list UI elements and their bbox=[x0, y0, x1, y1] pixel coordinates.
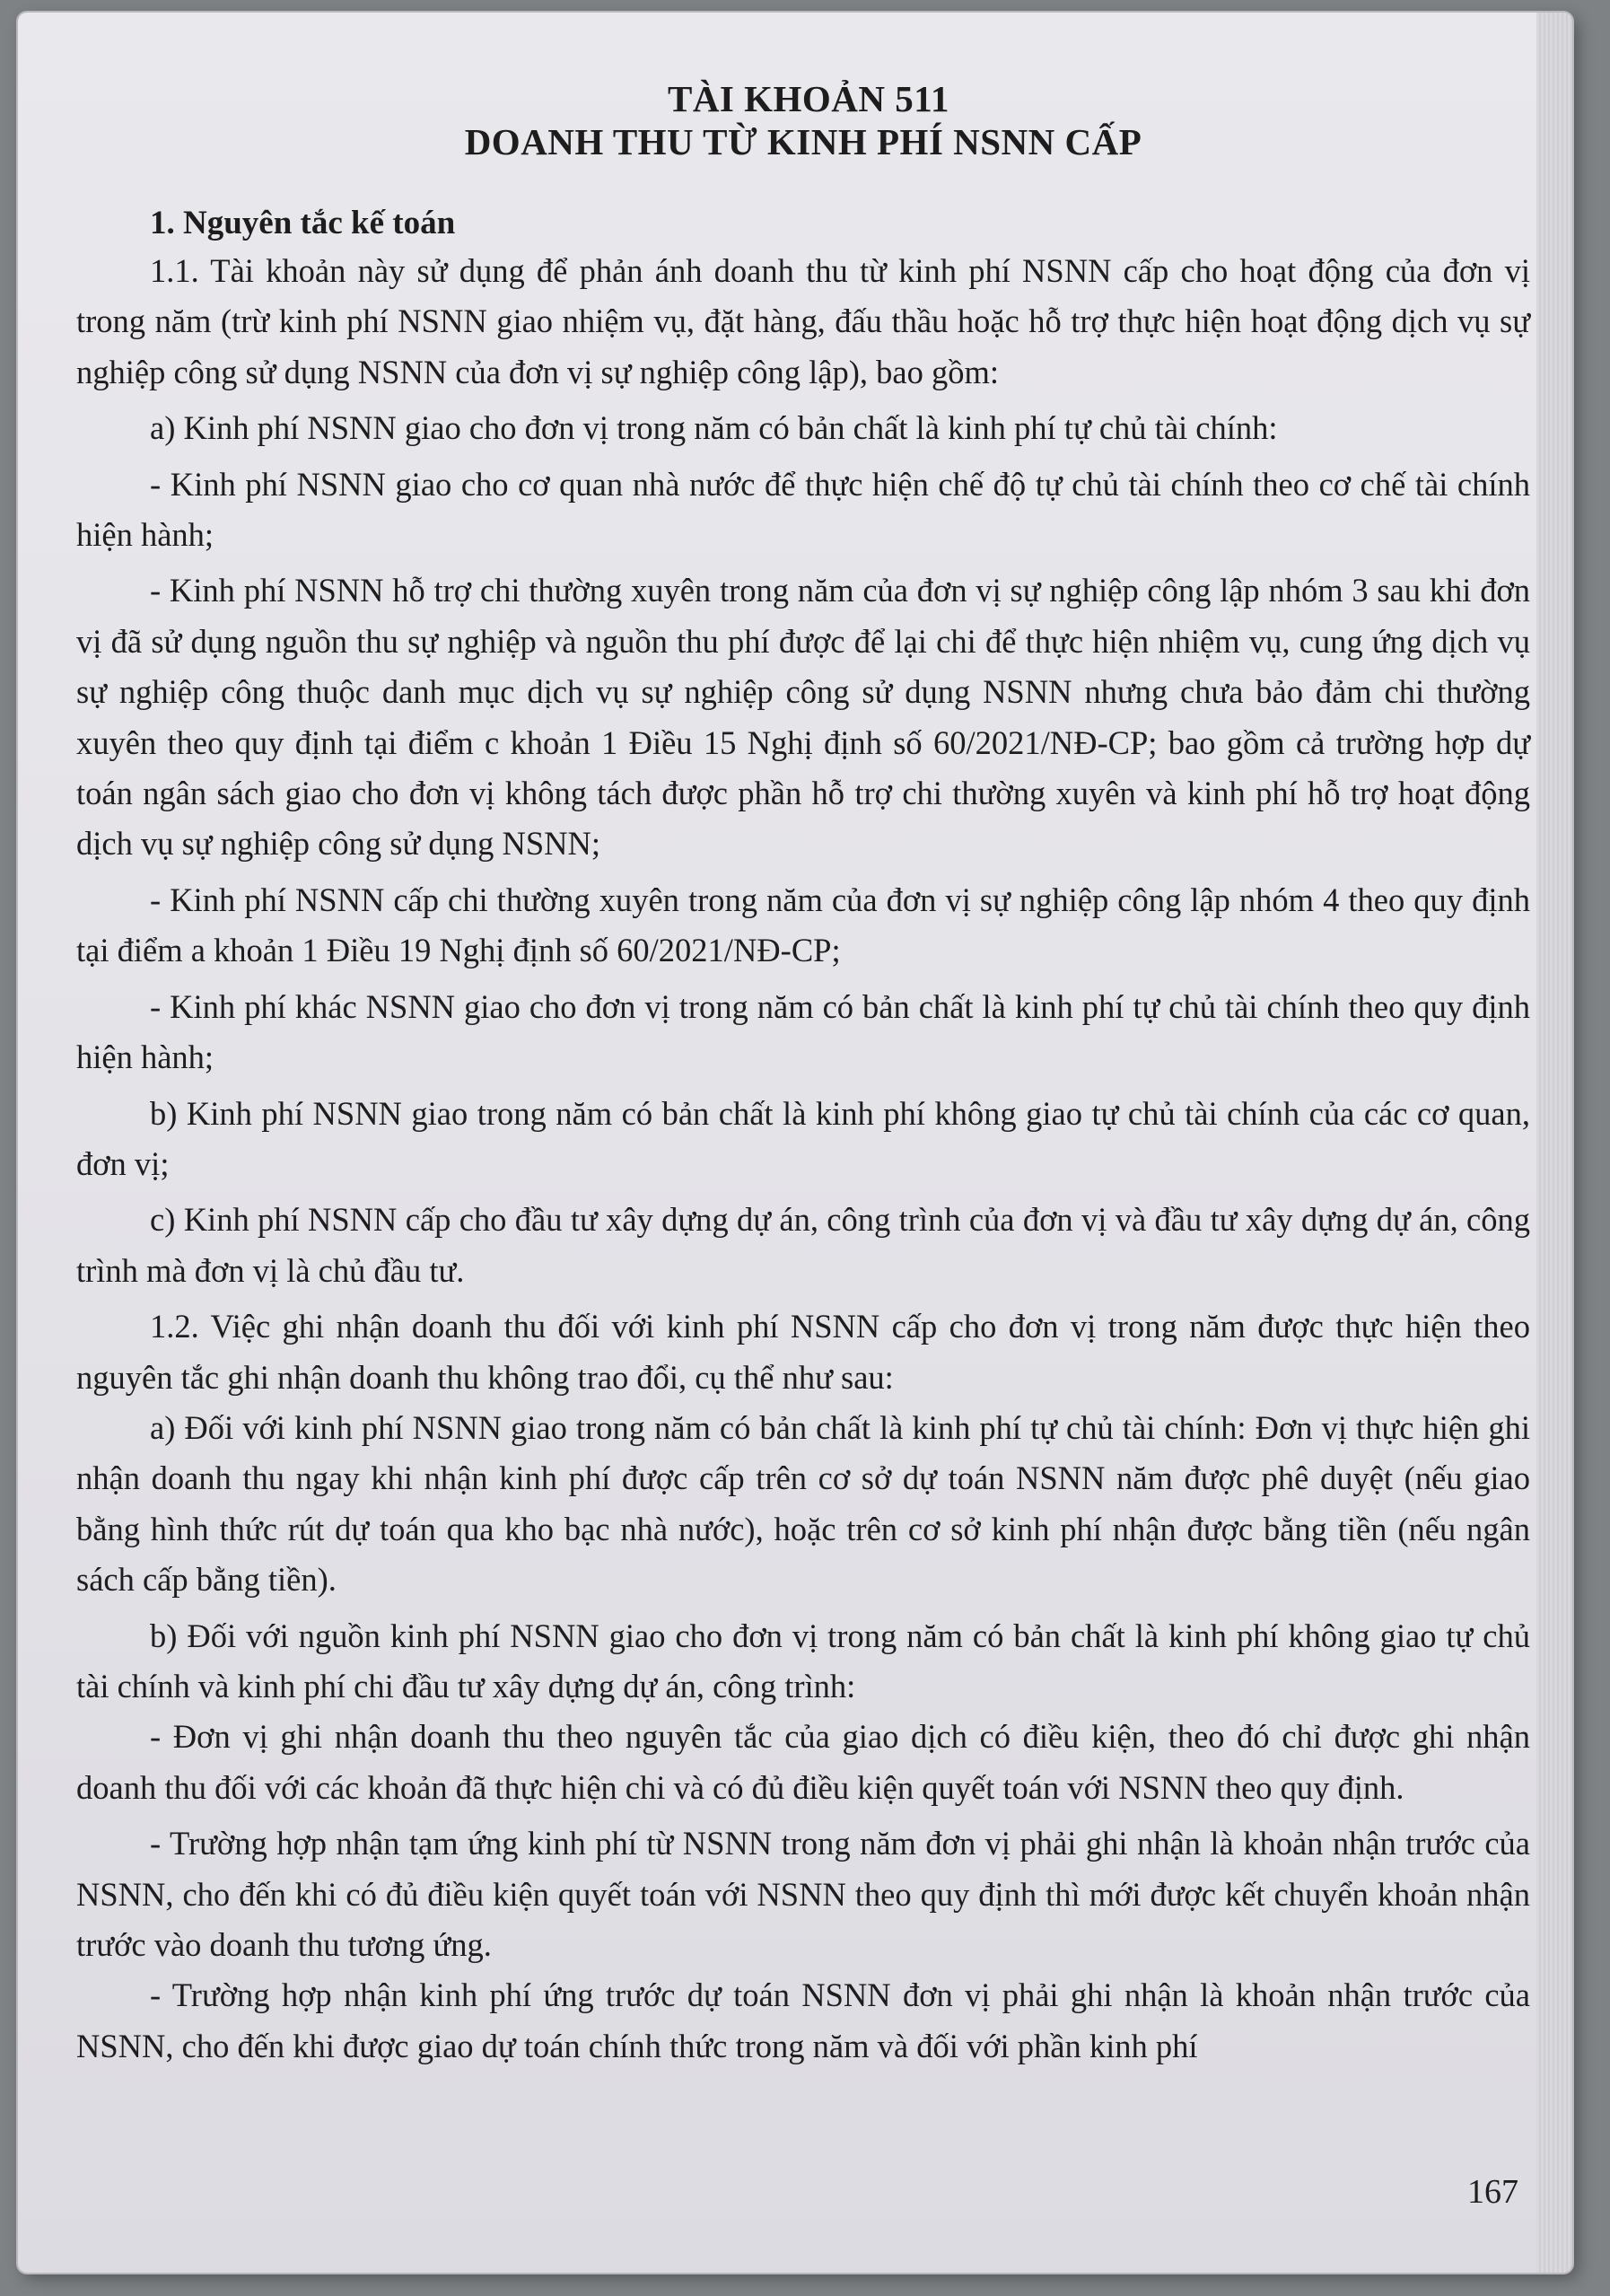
book-page bbox=[18, 13, 1572, 2273]
page-number: 167 bbox=[1467, 2173, 1518, 2211]
paragraph-a-bullet-1: - Kinh phí NSNN giao cho cơ quan nhà nước để thực hiện chế độ tự chủ tài chính theo cơ chế tài chính hiện hành; bbox=[76, 465, 1530, 554]
paragraph-c: c) Kinh phí NSNN cấp cho đầu tư xây dựng dự án, công trình của đơn vị và đầu tư xây dựng dự án, công trình mà đơn vị là chủ đầu tư. bbox=[76, 1201, 1530, 1289]
paragraph-a-bullet-3: - Kinh phí NSNN cấp chi thường xuyên trong năm của đơn vị sự nghiệp công lập nhóm 4 theo quy định tại điểm a khoản 1 Điều 19 Nghị định số 60/2021/NĐ-CP; bbox=[76, 881, 1530, 969]
account-title: TÀI KHOẢN 511 bbox=[667, 78, 950, 119]
paragraph-a: a) Kinh phí NSNN giao cho đơn vị trong năm có bản chất là kinh phí tự chủ tài chính: bbox=[150, 409, 1278, 447]
paragraph-1-2: 1.2. Việc ghi nhận doanh thu đối với kinh phí NSNN cấp cho đơn vị trong năm được thực hiện theo nguyên tắc ghi nhận doanh thu không trao đổi, cụ thể như sau: bbox=[76, 1308, 1530, 1396]
paragraph-a-bullet-2: - Kinh phí NSNN hỗ trợ chi thường xuyên trong năm của đơn vị sự nghiệp công lập nhóm 3 sau khi đơn vị đã sử dụng nguồn thu sự nghiệp và nguồn thu phí được để lại chi để thực hiện nhiệm vụ, cung ứng dịch vụ sự nghiệp công thuộc danh mục dịch vụ sự nghiệp công sử dụng NSNN nhưng chưa bảo đảm chi thường xuyên theo quy định tại điểm c khoản 1 Điều 15 Nghị định số 60/2021/NĐ-CP; bao gồm cả trường hợp dự toán ngân sách giao cho đơn vị không tách được phần hỗ trợ chi thường xuyên và kinh phí hỗ trợ hoạt động dịch vụ sự nghiệp công sử dụng NSNN; bbox=[76, 572, 1530, 863]
paragraph-1-1: 1.1. Tài khoản này sử dụng để phản ánh doanh thu từ kinh phí NSNN cấp cho hoạt động của đơn vị trong năm (trừ kinh phí NSNN giao nhiệm vụ, đặt hàng, đấu thầu hoặc hỗ trợ thực hiện hoạt động dịch vụ sự nghiệp công sử dụng NSNN của đơn vị sự nghiệp công lập), bao gồm: bbox=[76, 252, 1530, 390]
account-subtitle: DOANH THU TỪ KINH PHÍ NSNN CẤP bbox=[464, 121, 1142, 162]
page-edge-stack bbox=[1536, 13, 1572, 2273]
paragraph-1-2-a: a) Đối với kinh phí NSNN giao trong năm có bản chất là kinh phí tự chủ tài chính: Đơn vị thực hiện ghi nhận doanh thu ngay khi nhận kinh phí được cấp trên cơ sở dự toán NSNN năm được phê duyệt (nếu giao bằng hình thức rút dự toán qua kho bạc nhà nước), hoặc trên cơ sở kinh phí nhận được bằng tiền (nếu ngân sách cấp bằng tiền). bbox=[76, 1408, 1530, 1599]
section-heading: 1. Nguyên tắc kế toán bbox=[150, 205, 456, 241]
paragraph-1-2-b-bullet-1: - Đơn vị ghi nhận doanh thu theo nguyên tắc của giao dịch có điều kiện, theo đó chỉ được ghi nhận doanh thu đối với các khoản đã thực hiện chi và có đủ điều kiện quyết toán với NSNN theo quy định. bbox=[76, 1718, 1530, 1806]
paragraph-b: b) Kinh phí NSNN giao trong năm có bản chất là kinh phí không giao tự chủ tài chính của các cơ quan, đơn vị; bbox=[76, 1094, 1530, 1182]
paragraph-a-bullet-4: - Kinh phí khác NSNN giao cho đơn vị trong năm có bản chất là kinh phí tự chủ tài chính theo quy định hiện hành; bbox=[76, 987, 1530, 1076]
paragraph-1-2-b-bullet-2: - Trường hợp nhận tạm ứng kinh phí từ NSNN trong năm đơn vị phải ghi nhận là khoản nhận trước của NSNN, cho đến khi có đủ điều kiện quyết toán với NSNN theo quy định thì mới được kết chuyển khoản nhận trước vào doanh thu tương ứng. bbox=[76, 1825, 1530, 1963]
paragraph-1-2-b: b) Đối với nguồn kinh phí NSNN giao cho đơn vị trong năm có bản chất là kinh phí không giao tự chủ tài chính và kinh phí chi đầu tư xây dựng dự án, công trình: bbox=[76, 1617, 1530, 1704]
page-content bbox=[76, 75, 1530, 2072]
paragraph-1-2-b-bullet-3: - Trường hợp nhận kinh phí ứng trước dự toán NSNN đơn vị phải ghi nhận là khoản nhận trước của NSNN, cho đến khi được giao dự toán chính thức trong năm và đối với phần kinh phí bbox=[76, 1976, 1530, 2064]
